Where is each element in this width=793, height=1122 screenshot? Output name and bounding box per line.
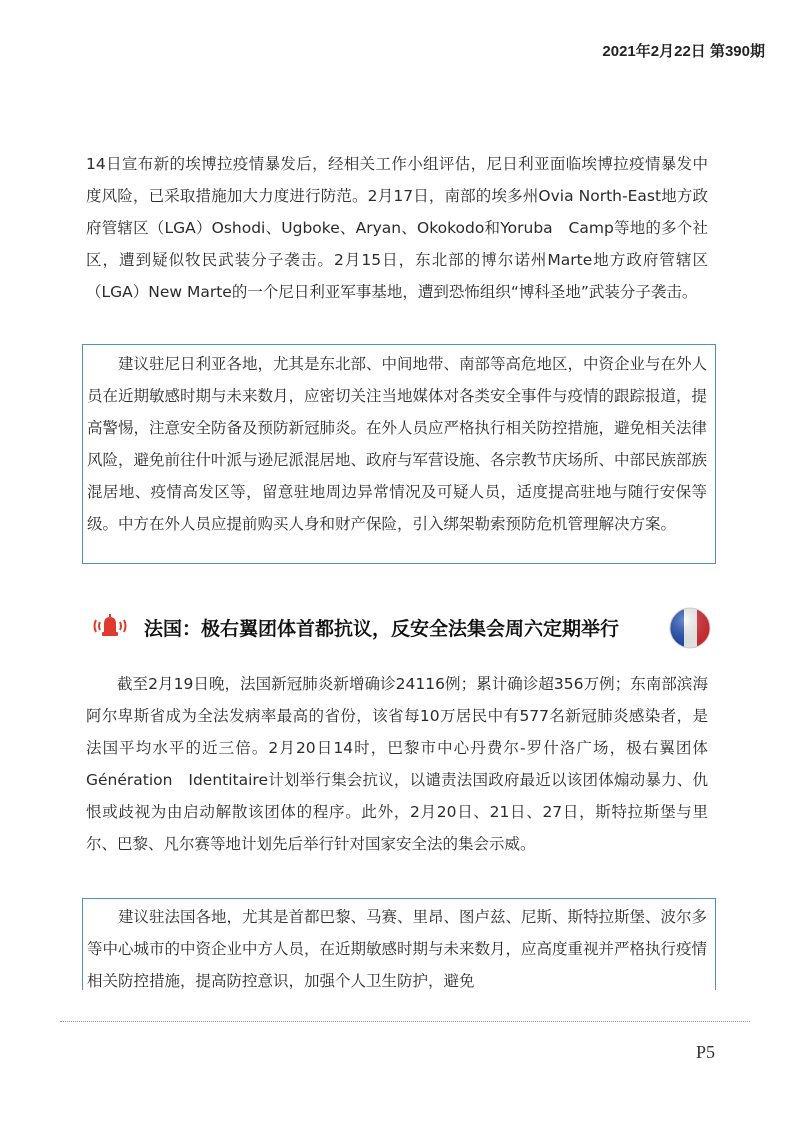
- nigeria-advice-box: [82, 344, 716, 564]
- france-advice-text: 建议驻法国各地，尤其是首都巴黎、马赛、里昂、图卢兹、尼斯、斯特拉斯堡、波尔多等中心城市的中资企业中方人员，在近期敏感时期与未来数月，应高度重视并严格执行疫情相关防控措施，提高防控意识，加强个人卫生防护，避免: [87, 908, 708, 990]
- page-number: P5: [695, 1042, 715, 1062]
- nigeria-advice-text: 建议驻尼日利亚各地，尤其是东北部、中间地带、南部等高危地区，中资企业与在外人员在近期敏感时期与未来数月，应密切关注当地媒体对各类安全事件与疫情的跟踪报道，提高警惕，注意安全防备及预防新冠肺炎。在外人员应严格执行相关防控措施，避免相关法律风险，避免前往什叶派与逊尼派混居地、政府与军营设施、各宗教节庆场所、中部民族部族混居地、疫情高发区等，留意驻地周边异常情况及可疑人员，适度提高驻地与随行安保等级。中方在外人员应提前购买人身和财产保险，引入绑架勒索预防危机管理解决方案。: [87, 355, 708, 533]
- france-section-heading: [86, 606, 716, 646]
- alarm-bell-icon: [92, 612, 128, 644]
- france-paragraph: 截至2月19日晚，法国新冠肺炎新增确诊24116例；累计确诊超356万例；东南部滨海阿尔卑斯省成为全法发病率最高的省份，该省每10万居民中有577名新冠肺炎感染者，是法国平均水平的近三倍。2月20日14时，巴黎市中心丹费尔-罗什洛广场，极右翼团体Génération Identitaire计划举行集会抗议，以谴责法国政府最近以该团体煽动暴力、仇恨或歧视为由启动解散该团体的程序。此外，2月20日、21日、27日，斯特拉斯堡与里尔、巴黎、凡尔赛等地计划先后举行针对国家安全法的集会示威。: [86, 675, 708, 853]
- issue-date-header: 2021年2月22日 第390期: [602, 43, 765, 60]
- france-section-title: 法国：极右翼团体首都抗议，反安全法集会周六定期举行: [144, 618, 620, 640]
- france-advice-box: [82, 898, 716, 990]
- footer-divider: [60, 1021, 750, 1022]
- nigeria-paragraph: 14日宣布新的埃博拉疫情暴发后，经相关工作小组评估，尼日利亚面临埃博拉疫情暴发中度风险，已采取措施加大力度进行防范。2月17日，南部的埃多州Ovia North-East地方政府管辖区（LGA）Oshodi、Ugboke、Aryan、Okokodo和Yoruba Camp等地的多个社区，遭到疑似牧民武装分子袭击。2月15日，东北部的博尔诺州Marte地方政府管辖区（LGA）New Marte的一个尼日利亚军事基地，遭到恐怖组织“博科圣地”武装分子袭击。: [86, 155, 708, 301]
- france-flag-icon: [668, 606, 712, 654]
